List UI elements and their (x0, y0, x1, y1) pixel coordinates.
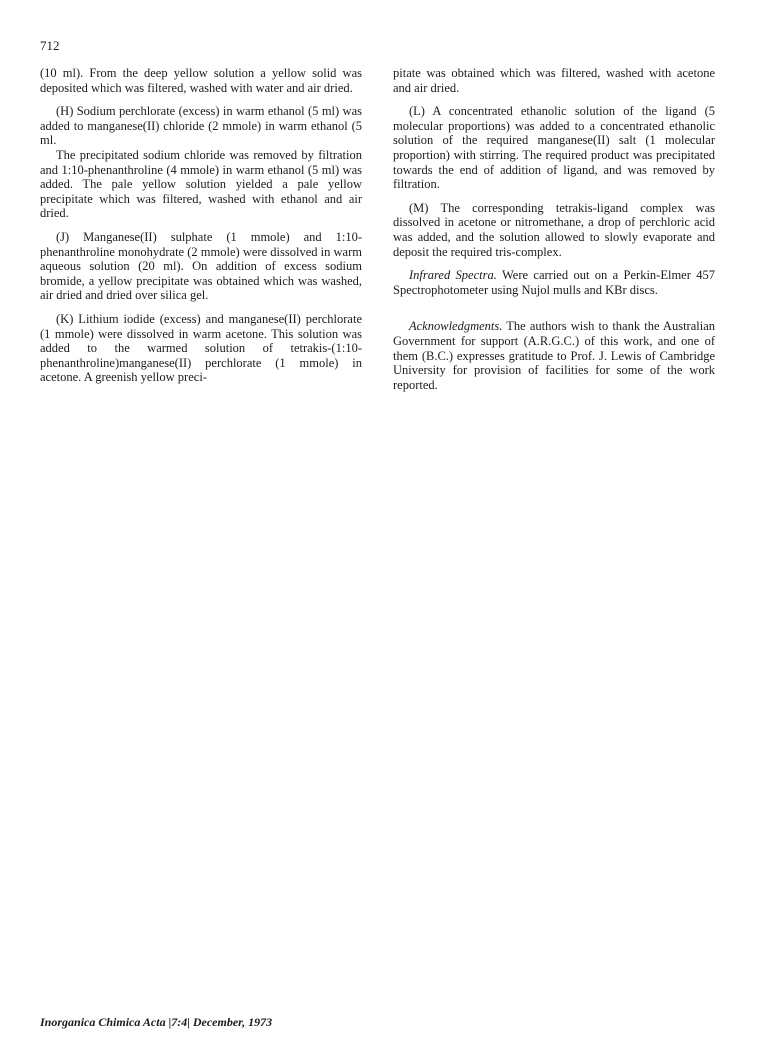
infrared-spectra-heading: Infrared Spectra. (409, 268, 497, 283)
paragraph-method-l: (L) A concentrated ethanolic solution of the ligand (5 molecular proportions) was added to a concentrated ethanolic solution of the required manganese(II) salt (1 molecular proportion) with stirring. The required product was precipitated towards the end of addition of ligand, and was removed by filtration. (393, 104, 715, 192)
paragraph-method-h-continued: The precipitated sodium chloride was removed by filtration and 1:10-phenanthroline (4 mmole) in warm ethanol (5 ml) was added. The pale yellow solution yielded a pale yellow precipitate which was filtered, washed with ethanol and air dried. (40, 147, 362, 221)
paragraph-infrared-spectra (393, 268, 715, 297)
paragraph-method-k: (K) Lithium iodide (excess) and manganese(II) perchlorate (1 mmole) were dissolved in warm acetone. This solution was added to the warmed solution of tetrakis-(1:10-phenanthroline)manganese(II) perchlorate (1 mmole) in acetone. A greenish yellow preci- (40, 311, 362, 385)
paragraph-method-k-continued: pitate was obtained which was filtered, washed with acetone and air dried. (393, 66, 715, 95)
left-column (40, 66, 362, 394)
journal-footer: Inorganica Chimica Acta |7:4| December, 1973 (40, 1015, 273, 1029)
paragraph-method-h: (H) Sodium perchlorate (excess) in warm ethanol (5 ml) was added to manganese(II) chloride (2 mmole) in warm ethanol (5 ml. (40, 104, 362, 148)
acknowledgments-heading: Acknowledgments. (409, 319, 503, 334)
paragraph-continuation: (10 ml). From the deep yellow solution a yellow solid was deposited which was filtered, washed with water and air dried. (40, 66, 362, 95)
paragraph-acknowledgments (393, 319, 715, 392)
right-column (393, 66, 715, 401)
page-number: 712 (40, 38, 60, 53)
acknowledgments-text: The authors wish to thank the Australian Government for support (A.R.G.C.) of this work, and one of them (B.C.) expresses gratitude to Prof. J. Lewis of Cambridge University for provision of facilities for some of the work reported. (393, 319, 715, 392)
infrared-spectra-text: Were carried out on a Perkin-Elmer 457 Spectrophotometer using Nujol mulls and KBr discs. (393, 268, 715, 297)
paragraph-method-m: (M) The corresponding tetrakis-ligand complex was dissolved in acetone or nitromethane, a drop of perchloric acid was added, and the solution allowed to slowly evaporate and deposit the required tris-complex. (393, 200, 715, 259)
paragraph-method-j: (J) Manganese(II) sulphate (1 mmole) and 1:10-phenanthroline monohydrate (2 mmole) were dissolved in warm aqueous solution (20 ml). On addition of excess sodium bromide, a yellow precipitate was obtained which was washed, air dried and dried over silica gel. (40, 229, 362, 303)
